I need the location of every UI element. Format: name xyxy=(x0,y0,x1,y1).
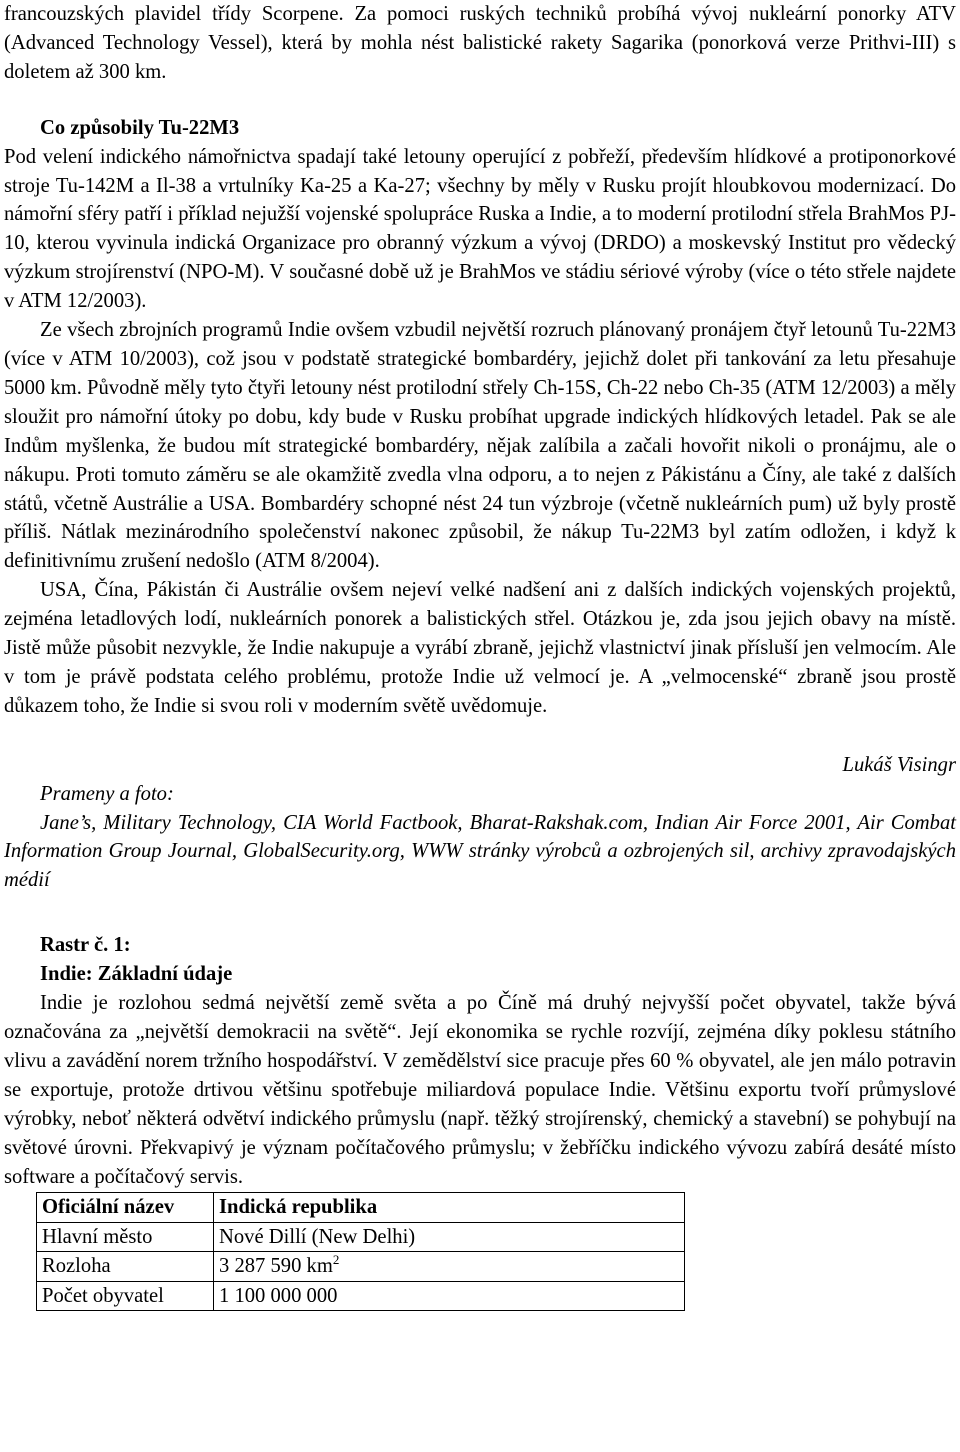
spacer xyxy=(4,87,956,114)
sources-text: Jane’s, Military Technology, CIA World Factbook, Bharat-Rakshak.com, Indian Air Force 2001, Air Combat Information Group Journal, GlobalSecurity.org, WWW stránky výrobců a ozbrojených sil, archivy zpravodajských médií xyxy=(4,811,956,892)
body-paragraph-1: Pod velení indického námořnictva spadají také letouny operující z pobřeží, především hlídkové a protiponorkové stroje Tu-142M a Il-38 a vrtulníky Ka-25 a Ka-27; všechny by měly v Rusku projít hloubkovou modernizací. Do námořní sféry patří i příklad nejužší vojenské spolupráce Ruska a Indie, a to moderní protilodní střela BrahMos PJ-10, kterou vyvinula indická Organizace pro obranný výzkum a vývoj (DRDO) a moskevský Institut pro vědecký výzkum strojírenství (NPO-M). V současné době už je BrahMos ve stádiu sériové výroby (více o této střele najdete v ATM 12/2003). xyxy=(4,145,956,313)
area-superscript: 2 xyxy=(332,1252,340,1268)
table-cell-area xyxy=(214,1252,685,1282)
document-page xyxy=(4,0,956,1311)
table-row xyxy=(37,1222,685,1252)
table-cell: 1 100 000 000 xyxy=(214,1281,685,1311)
sources-label: Prameny a foto: xyxy=(40,782,174,805)
table-cell: Počet obyvatel xyxy=(37,1281,214,1311)
table-cell: Rozloha xyxy=(37,1252,214,1282)
table-row xyxy=(37,1281,685,1311)
section-title: Co způsobily Tu-22M3 xyxy=(40,116,240,139)
box-title: Indie: Základní údaje xyxy=(40,963,233,986)
body-paragraph-2: Ze všech zbrojních programů Indie ovšem vzbudil největší rozruch plánovaný pronájem čtyř letounů Tu-22M3 (více v ATM 10/2003), což jsou v podstatě strategické bombardéry, jejichž dolet při tankování za letu přesahuje 5000 km. Původně měly tyto čtyři letouny nést protilodní střely Ch-15S, Ch-22 nebo Ch-35 (ATM 12/2003) a měly sloužit pro námořní útoky po dobu, kdy bude v Rusku probíhat upgrade indických hlídkových letadel. Pak se ale Indům myšlenka, že budou mít strategické bombardéry, nějak zalíbila a začali hovořit nikoli o pronájmu, ale o nákupu. Proti tomuto záměru se ale okamžitě zvedla vlna odporu, a to nejen z Pákistánu a Číny, ale také z dalších států, včetně Austrálie a USA. Bombardéry schopné nést 24 tun výzbroje (včetně nukleárních pum) už byly prostě příliš. Nátlak mezinárodního společenství nakonec způsobil, že nákup Tu-22M3 byl zatím odložen, i když k definitivnímu zrušení nedošlo (ATM 8/2004). xyxy=(4,319,956,573)
author-name: Lukáš Visingr xyxy=(842,753,956,776)
table-cell: Indická republika xyxy=(214,1193,685,1223)
area-value: 3 287 590 km xyxy=(219,1255,333,1278)
intro-paragraph: francouzských plavidel třídy Scorpene. Za pomoci ruských techniků probíhá vývoj nukleární ponorky ATV (Advanced Technology Vessel), která by mohla nést balistické rakety Sagarika (ponorková verze Prithvi-III) s doletem až 300 km. xyxy=(4,3,956,83)
box-text: Indie je rozlohou sedmá největší země světa a po Číně má druhý nejvyšší počet obyvatel, takže bývá označována za „největší demokracii na světě“. Její ekonomika se rychle rozvíjí, zejména díky poklesu státního vlivu a zavádění norem tržního hospodářství. V zemědělství sice pracuje přes 60 % obyvatel, ale jen málo potravin se exportuje, protože drtivou většinu spotřebuje miliardová populace Indie. Většinu exportu tvoří průmyslové výrobky, neboť některá odvětví indického průmyslu (např. těžký strojírenský, chemický a stavební) se pohybují na světové úrovni. Překvapivý je význam počítačového průmyslu; v žebříčku indického vývozu zabírá desáté místo software a počítačový servis. xyxy=(4,992,956,1188)
facts-table xyxy=(36,1192,685,1311)
body-paragraph-3: USA, Čína, Pákistán či Austrálie ovšem nejeví velké nadšení ani z dalších indických vojenských projektů, zejména letadlových lodí, nukleárních ponorek a balistických střel. Otázkou je, zda jsou jejich obavy na místě. Jistě může působit nezvykle, že Indie nakupuje a vyrábí zbraně, jejichž vlastnictví jinak přísluší jen velmocím. Ale v tom je právě podstata celého problému, protože Indie už velmocí je. A „velmocenské“ zbraně jsou prostě důkazem toho, že Indie si svou roli v moderním světě uvědomuje. xyxy=(4,579,956,717)
table-header-row xyxy=(37,1193,685,1223)
table-row xyxy=(37,1252,685,1282)
table-cell: Oficiální název xyxy=(37,1193,214,1223)
table-cell: Nové Dillí (New Delhi) xyxy=(214,1222,685,1252)
table-cell: Hlavní město xyxy=(37,1222,214,1252)
box-label: Rastr č. 1: xyxy=(40,934,131,957)
